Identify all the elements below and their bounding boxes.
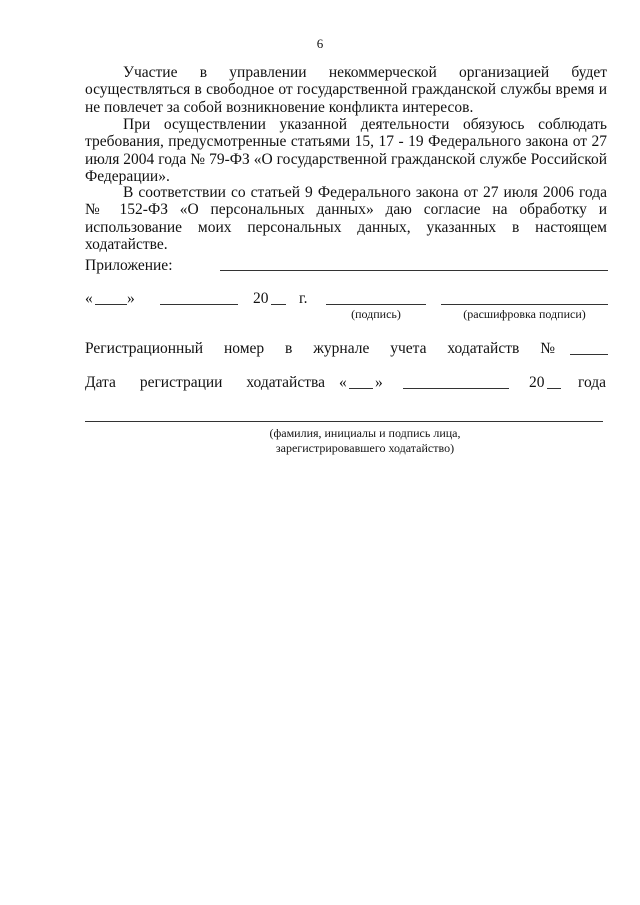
paragraph-personal-data-consent-text: В соответствии со статьей 9 Федерального закона от 27 июля 2006 года № 152-ФЗ «О персональных данных» даю согласие на обработку и использование моих персональных данных, указанных в настоящем ходатайстве. <box>85 184 607 254</box>
registration-date-label: Дата регистрации ходатайства <box>85 374 325 391</box>
reg-quote-close: » <box>375 374 383 391</box>
decoding-caption: (расшифровка подписи) <box>463 307 586 321</box>
registrar-caption-line1: (фамилия, инициалы и подпись лица, <box>269 426 461 440</box>
registrar-caption <box>250 426 480 456</box>
quote-close: » <box>127 290 135 307</box>
signature-caption: (подпись) <box>351 307 401 321</box>
attachment-line[interactable] <box>220 270 608 271</box>
registrar-caption-line2: зарегистрировавшего ходатайство) <box>275 441 455 455</box>
registrar-line[interactable] <box>85 421 603 422</box>
year-prefix: 20 <box>253 290 269 307</box>
registration-number-label: Регистрационный номер в журнале учета ходатайств № <box>85 340 555 357</box>
year-suffix: г. <box>299 290 308 307</box>
year-field[interactable] <box>271 304 286 305</box>
month-field[interactable] <box>160 304 238 305</box>
reg-year-suffix: года <box>578 374 607 391</box>
reg-year-field[interactable] <box>547 388 561 389</box>
reg-day-field[interactable] <box>349 388 373 389</box>
paragraph-obligations-text: При осуществлении указанной деятельности обязуюсь соблюдать требования, предусмотренные статьями 15, 17 - 19 Федерального закона от 27 июля 2004 года № 79-ФЗ «О государственной гражданской службе Российской Федерации». <box>85 116 607 186</box>
signature-field[interactable] <box>326 304 426 305</box>
paragraph-participation <box>85 64 607 116</box>
reg-quote-open: « <box>339 374 347 391</box>
registration-number-field[interactable] <box>570 354 608 355</box>
reg-year-prefix: 20 <box>529 374 545 391</box>
paragraph-personal-data-consent <box>85 184 607 254</box>
reg-month-field[interactable] <box>403 388 509 389</box>
day-field[interactable] <box>95 304 127 305</box>
page-number: 6 <box>316 36 324 51</box>
paragraph-obligations <box>85 116 607 186</box>
attachment-label: Приложение: <box>85 257 173 274</box>
quote-open: « <box>85 290 93 307</box>
decoding-field[interactable] <box>441 304 608 305</box>
paragraph-participation-text: Участие в управлении некоммерческой организацией будет осуществляться в свободное от государственной гражданской службы время и не повлечет за собой возникновение конфликта интересов. <box>85 64 607 116</box>
